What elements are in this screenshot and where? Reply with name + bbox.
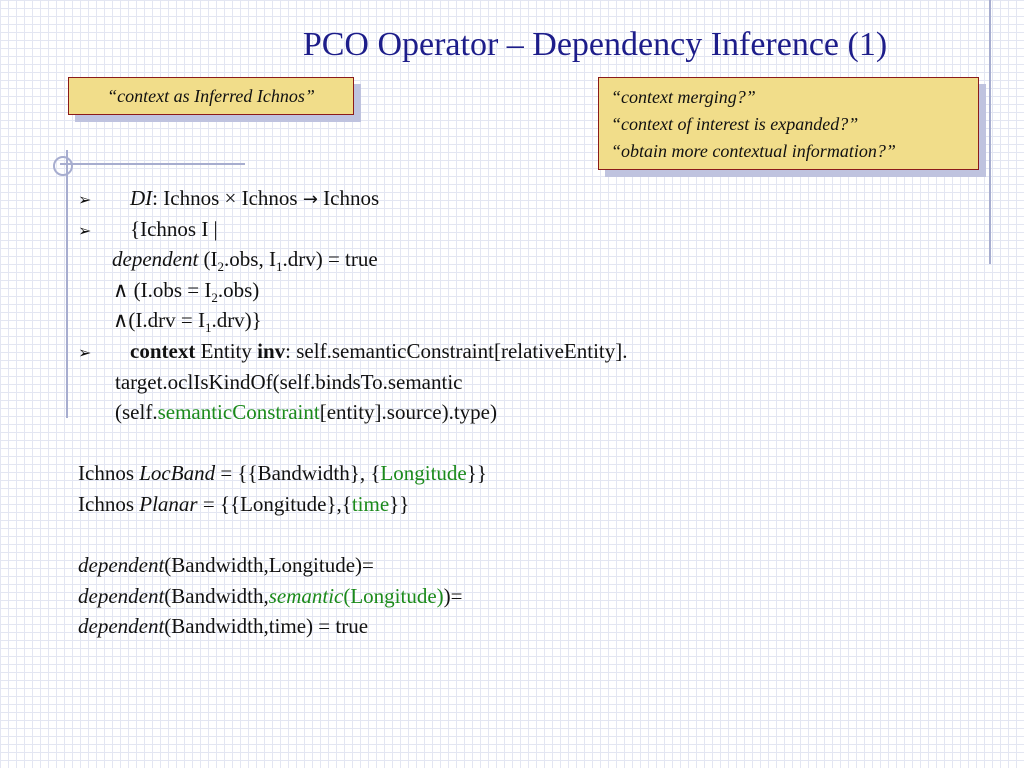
callout-line: “obtain more contextual information?” — [611, 141, 896, 161]
text: (self. — [115, 400, 158, 425]
line-dependent — [78, 244, 628, 275]
spacer — [78, 520, 628, 551]
bullet-di — [78, 183, 628, 214]
text: .drv) = true — [282, 247, 378, 272]
spacer — [78, 428, 628, 459]
line-locband — [78, 458, 628, 489]
text: (I — [198, 247, 218, 272]
text: : self.semanticConstraint[relativeEntity]. — [285, 338, 628, 363]
text: [entity].source).type) — [319, 400, 497, 425]
text: dependent — [78, 583, 165, 608]
text: dependent — [112, 247, 199, 272]
callout-line: “context of interest is expanded?” — [611, 114, 859, 134]
subscript: 1 — [275, 259, 283, 275]
highlight-text: Longitude — [380, 461, 467, 486]
line-target — [78, 367, 628, 398]
text: Ichnos — [78, 491, 140, 516]
text: ∧ (I.obs = I — [113, 277, 212, 302]
line-planar — [78, 489, 628, 520]
bullet-context-inv — [78, 336, 628, 367]
subscript: 1 — [204, 320, 212, 336]
bullet-ichnos-set — [78, 214, 628, 245]
highlight-text: semantic — [268, 583, 344, 608]
frame-circle-mark — [53, 156, 73, 176]
text: = {{Bandwidth}, { — [215, 461, 381, 486]
highlight-text: (Longitude) — [343, 583, 444, 608]
arrow-bullet-icon: ➢ — [78, 342, 92, 362]
frame-line-left — [66, 150, 68, 418]
arrow-bullet-icon: ➢ — [78, 190, 92, 209]
slide-title: PCO Operator – Dependency Inference (1) — [302, 26, 888, 63]
subscript: 2 — [211, 289, 218, 305]
right-arrow-symbol: → — [302, 189, 318, 210]
text: )= — [443, 583, 463, 608]
text: target.oclIsKindOf(self.bindsTo.semantic — [115, 369, 463, 394]
text: (Bandwidth,Longitude)= — [164, 553, 374, 578]
highlight-text: semanticConstraint — [157, 400, 320, 425]
text: }} — [466, 461, 487, 486]
text: }} — [389, 491, 410, 516]
keyword-context: context — [130, 338, 196, 363]
line-dependent-2 — [78, 581, 628, 612]
text: Entity — [195, 338, 258, 363]
text: .obs) — [217, 277, 260, 302]
text: .obs, I — [224, 247, 276, 272]
text: Ichnos — [317, 186, 380, 210]
line-dependent-1 — [78, 550, 628, 581]
frame-line-top-left — [60, 163, 245, 165]
text: ∧(I.drv = I — [113, 308, 205, 333]
line-self-constraint — [78, 397, 628, 428]
callout-inferred-ichnos: “context as Inferred Ichnos” — [68, 77, 354, 115]
line-and-drv — [78, 305, 628, 336]
text: = {{Longitude},{ — [197, 491, 352, 516]
line-and-obs — [78, 275, 628, 306]
text: : Ichnos × Ichnos — [152, 186, 303, 210]
text: dependent — [78, 553, 165, 578]
arrow-bullet-icon: ➢ — [78, 220, 92, 240]
subscript: 2 — [217, 259, 225, 275]
text: dependent — [78, 614, 165, 639]
di-label: DI — [130, 186, 153, 210]
text: (Bandwidth, — [164, 583, 269, 608]
text: .drv)} — [211, 308, 262, 333]
text: LocBand — [139, 461, 216, 486]
highlight-text: time — [351, 491, 390, 516]
callout-context-questions — [598, 77, 979, 170]
text: {Ichnos I | — [130, 216, 218, 241]
text: Ichnos — [78, 461, 140, 486]
line-dependent-3 — [78, 611, 628, 642]
text: (Bandwidth,time) = true — [164, 614, 369, 639]
callout-line: “context merging?” — [611, 87, 756, 107]
keyword-inv: inv — [257, 338, 286, 363]
text: Planar — [139, 491, 198, 516]
slide-body — [78, 183, 628, 642]
